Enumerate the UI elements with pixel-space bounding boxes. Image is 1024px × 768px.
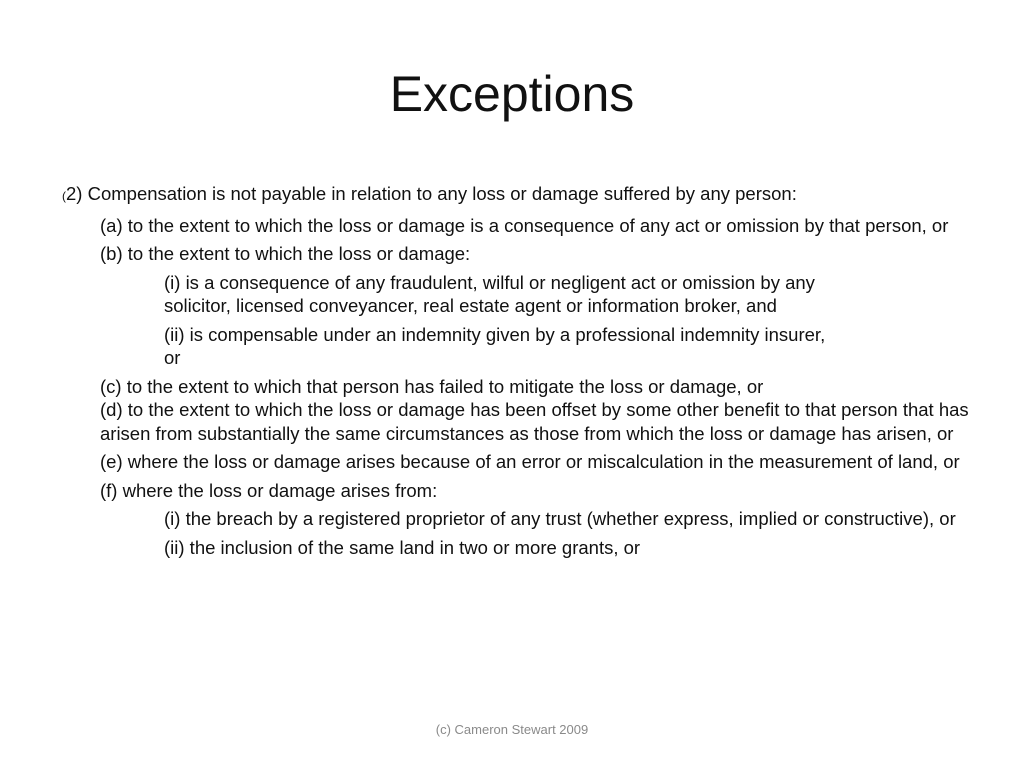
item-f-i: (i) the breach by a registered proprietor of any trust (whether express, implied or constructive), or xyxy=(164,508,956,529)
item-f: (f) where the loss or damage arises from: xyxy=(100,479,438,501)
intro-open-paren: ( xyxy=(62,189,66,203)
item-d: (d) to the extent to which the loss or damage has been offset by some other benefit to that person that has arisen from substantially the same circumstances as those from which the loss or damage has arisen, or xyxy=(100,399,969,444)
item-a: (a) to the extent to which the loss or damage is a consequence of any act or omission by that person, or xyxy=(100,214,949,236)
item-f-ii: (ii) the inclusion of the same land in two or more grants, or xyxy=(164,536,641,558)
intro-paragraph xyxy=(62,182,972,209)
item-b-i: (i) is a consequence of any fraudulent, wilful or negligent act or omission by any solicitor, licensed conveyancer, real estate agent or information broker, and xyxy=(164,271,815,316)
item-e: (e) where the loss or damage arises because of an error or miscalculation in the measurement of land, or xyxy=(100,451,960,472)
intro-text: 2) Compensation is not payable in relation to any loss or damage suffered by any person: xyxy=(66,183,797,204)
slide-title: Exceptions xyxy=(389,66,635,122)
slide-body xyxy=(62,182,972,564)
item-b: (b) to the extent to which the loss or damage: xyxy=(100,243,471,264)
item-c: (c) to the extent to which that person has failed to mitigate the loss or damage, or xyxy=(100,375,764,397)
footer-copyright: (c) Cameron Stewart 2009 xyxy=(435,722,589,737)
item-b-ii: (ii) is compensable under an indemnity given by a professional indemnity insurer, or xyxy=(164,323,826,368)
